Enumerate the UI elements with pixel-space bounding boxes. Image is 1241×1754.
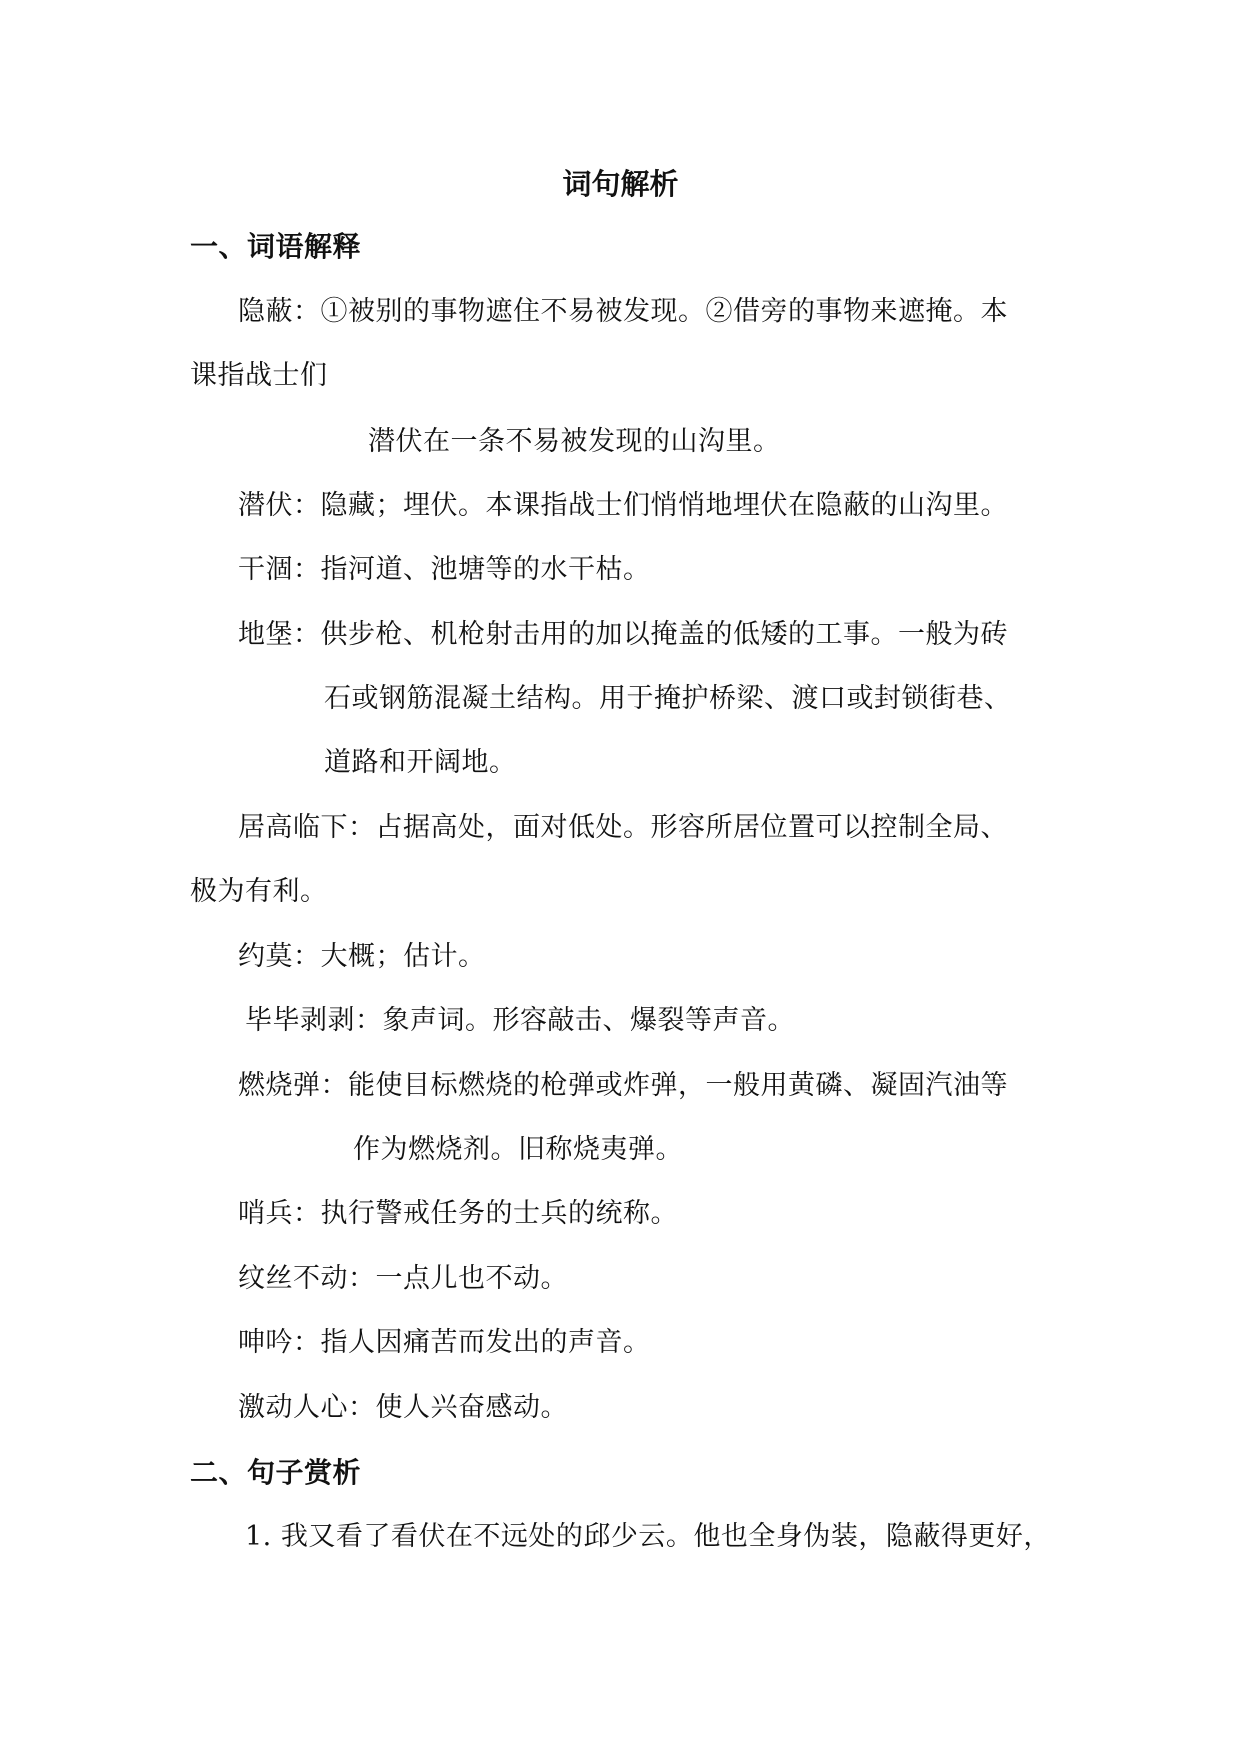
paragraph-line: 呻吟：指人因痛苦而发出的声音。 [238,1327,651,1358]
paragraph-line: 激动人心：使人兴奋感动。 [238,1392,568,1423]
paragraph-line: 纹丝不动：一点儿也不动。 [238,1263,568,1294]
paragraph-line: 燃烧弹：能使目标燃烧的枪弹或炸弹，一般用黄磷、凝固汽油等 [238,1070,1008,1101]
paragraph-line: 干涸：指河道、池塘等的水干枯。 [238,554,651,585]
paragraph-line: 毕毕剥剥：象声词。形容敲击、爆裂等声音。 [245,1005,795,1036]
paragraph-line: 课指战士们 [190,360,328,391]
paragraph-line: 极为有利。 [190,876,328,907]
paragraph-line: 哨兵：执行警戒任务的士兵的统称。 [238,1198,678,1229]
paragraph-line: 约莫：大概；估计。 [238,941,486,972]
paragraph-line: 石或钢筋混凝土结构。用于掩护桥梁、渡口或封锁街巷、 [324,683,1012,714]
paragraph-line: 1. 我又看了看伏在不远处的邱少云。他也全身伪装，隐蔽得更好， [245,1521,1051,1552]
paragraph-line: 道路和开阔地。 [324,747,517,778]
paragraph-line: 潜伏在一条不易被发现的山沟里。 [368,426,781,457]
paragraph-line: 居高临下：占据高处，面对低处。形容所居位置可以控制全局、 [238,812,1008,843]
paragraph-line: 隐蔽：①被别的事物遮住不易被发现。②借旁的事物来遮掩。本 [238,296,1008,327]
paragraph-line: 作为燃烧剂。旧称烧夷弹。 [353,1134,683,1165]
section-heading-vocabulary: 一、词语解释 [190,230,362,263]
page-title: 词句解析 [562,167,679,201]
paragraph-line: 地堡：供步枪、机枪射击用的加以掩盖的低矮的工事。一般为砖 [238,619,1008,650]
section-heading-sentence-analysis: 二、句子赏析 [190,1456,362,1489]
paragraph-line: 潜伏：隐藏；埋伏。本课指战士们悄悄地埋伏在隐蔽的山沟里。 [238,490,1008,521]
